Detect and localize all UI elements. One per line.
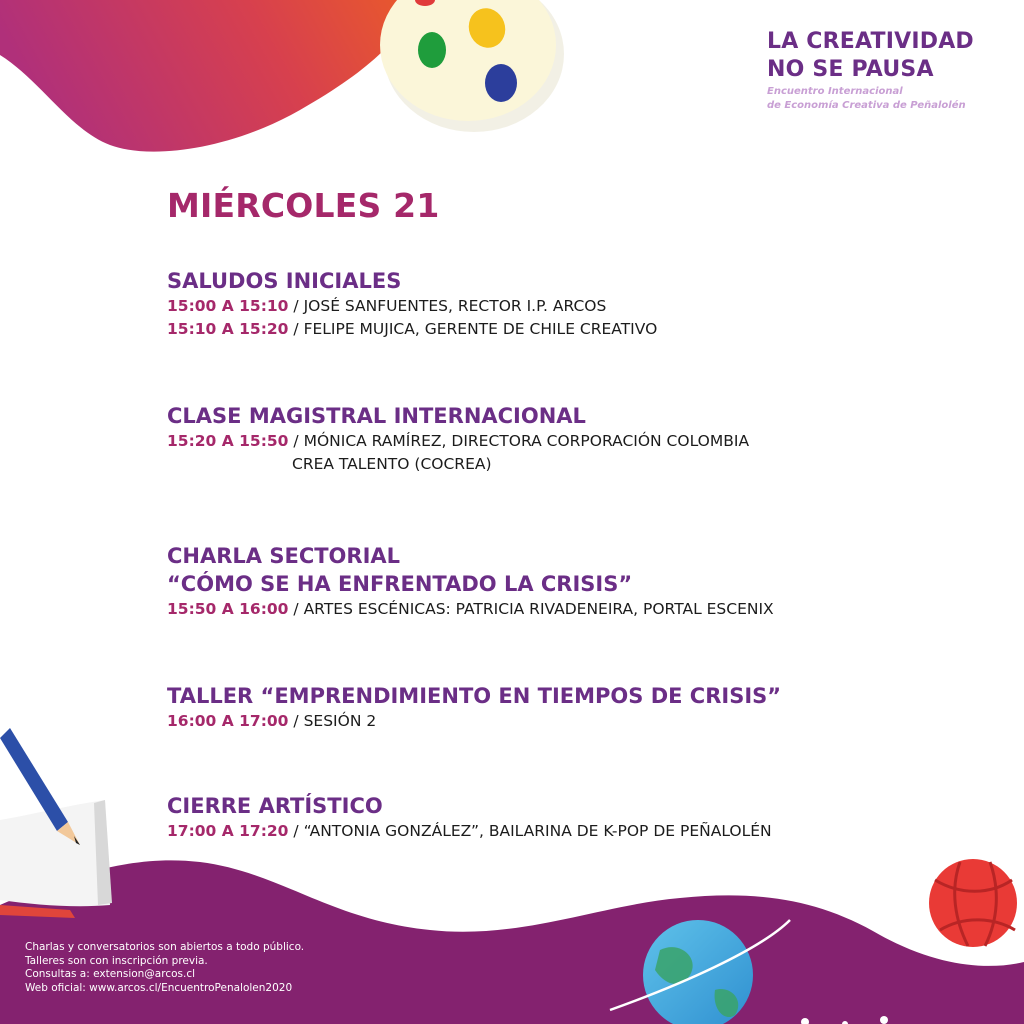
section-charla-sectorial xyxy=(167,542,1007,621)
time-range: 15:50 A 16:00 xyxy=(167,600,289,618)
brand-header xyxy=(767,28,1017,112)
schedule-row xyxy=(167,295,1007,318)
section-cierre-artistico xyxy=(167,792,1007,843)
separator: / xyxy=(293,297,299,315)
separator: / xyxy=(293,432,299,450)
section-title: CHARLA SECTORIAL xyxy=(167,544,401,568)
footer-line: Charlas y conversatorios son abiertos a todo público. xyxy=(25,941,305,953)
schedule-row xyxy=(167,430,1007,453)
schedule-row-continuation: CREA TALENTO (COCREA) xyxy=(292,455,492,473)
schedule-row xyxy=(167,598,1007,621)
row-text: MÓNICA RAMÍREZ, DIRECTORA CORPORACIÓN COLOMBIA xyxy=(303,432,750,450)
footer-website: Web oficial: www.arcos.cl/EncuentroPenalolen2020 xyxy=(25,981,293,994)
brand-subtitle-line2: de Economía Creativa de Peñalolén xyxy=(767,100,966,111)
schedule-row xyxy=(167,710,1007,733)
footer-notes xyxy=(25,941,304,995)
separator: / xyxy=(293,600,299,618)
brand-title-line2: NO SE PAUSA xyxy=(767,57,934,82)
section-title: SALUDOS INICIALES xyxy=(167,269,402,293)
separator: / xyxy=(293,320,299,338)
brand-subtitle-line1: Encuentro Internacional xyxy=(767,86,903,97)
paint-palette-icon xyxy=(380,0,564,132)
section-title-line2: “CÓMO SE HA ENFRENTADO LA CRISIS” xyxy=(167,572,633,596)
row-text: JOSÉ SANFUENTES, RECTOR I.P. ARCOS xyxy=(303,297,607,315)
row-text: SESIÓN 2 xyxy=(303,712,377,730)
row-text: FELIPE MUJICA, GERENTE DE CHILE CREATIVO xyxy=(303,320,658,338)
schedule-row xyxy=(167,820,1007,843)
separator: / xyxy=(293,712,299,730)
section-taller xyxy=(167,682,1007,733)
section-title: CLASE MAGISTRAL INTERNACIONAL xyxy=(167,404,586,428)
time-range: 15:10 A 15:20 xyxy=(167,320,289,338)
day-heading: MIÉRCOLES 21 xyxy=(167,186,440,225)
row-text: “ANTONIA GONZÁLEZ”, BAILARINA DE K-POP DE PEÑALOLÉN xyxy=(303,822,772,840)
row-text: ARTES ESCÉNICAS: PATRICIA RIVADENEIRA, PORTAL ESCENIX xyxy=(303,600,774,618)
section-title: TALLER “EMPRENDIMIENTO EN TIEMPOS DE CRISIS” xyxy=(167,684,782,708)
time-range: 15:00 A 15:10 xyxy=(167,297,289,315)
section-saludos-iniciales xyxy=(167,267,1007,341)
brand-title-line1: LA CREATIVIDAD xyxy=(767,29,974,54)
section-title: CIERRE ARTÍSTICO xyxy=(167,794,383,818)
schedule-row xyxy=(167,318,1007,341)
time-range: 15:20 A 15:50 xyxy=(167,432,289,450)
footer-contact: Consultas a: extension@arcos.cl xyxy=(25,968,196,980)
section-clase-magistral xyxy=(167,402,1007,476)
separator: / xyxy=(293,822,299,840)
footer-line: Talleres son con inscripción previa. xyxy=(25,954,208,967)
time-range: 17:00 A 17:20 xyxy=(167,822,289,840)
basketball-icon xyxy=(929,859,1017,947)
time-range: 16:00 A 17:00 xyxy=(167,712,289,730)
top-gradient-blob xyxy=(0,0,420,152)
